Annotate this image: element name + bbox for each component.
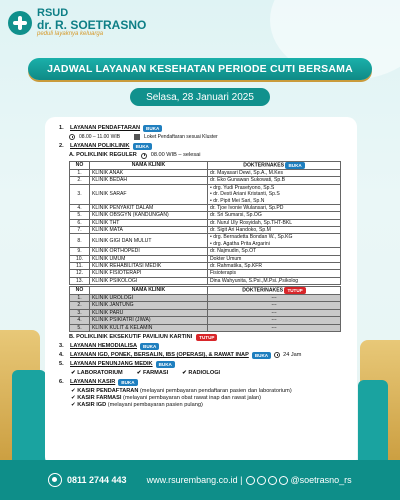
clinic-number: 1. bbox=[70, 295, 90, 302]
clinic-number: 11. bbox=[70, 262, 90, 269]
building-icon bbox=[134, 134, 140, 140]
clinic-doctor: Dokter Umum bbox=[208, 255, 341, 262]
doctor-header-label: DOKTER/NAKES bbox=[243, 162, 285, 169]
clinic-number: 9. bbox=[70, 248, 90, 255]
status-badge: BUKA bbox=[143, 125, 162, 132]
section-medical-support bbox=[59, 361, 347, 368]
registration-details bbox=[59, 134, 347, 140]
table-row bbox=[70, 295, 341, 302]
clinic-doctor: dr. Tjoe Ivonie Wulansari, Sp.PD bbox=[208, 204, 341, 211]
status-badge: TUTUP bbox=[284, 287, 305, 294]
column-header-name: NAMA KLINIK bbox=[90, 162, 208, 170]
clinic-doctor: dr. Sigit Ari Handoko, Sp.M bbox=[208, 227, 341, 234]
clinic-doctor: Fisioterapis bbox=[208, 270, 341, 277]
clinic-number: 3. bbox=[70, 184, 90, 204]
clinic-name: KLINIK GIGI DAN MULUT bbox=[90, 234, 208, 248]
section-title: LAYANAN PENUNJANG MEDIK bbox=[70, 360, 153, 367]
facebook-icon[interactable] bbox=[246, 476, 255, 485]
clinic-doctor: dr. Rahmatika, Sp.KFR bbox=[208, 262, 341, 269]
subsection-label: A. POLIKLINIK REGULER bbox=[69, 152, 137, 159]
clinic-doctor: --- bbox=[208, 295, 341, 302]
doctor-name: • drg. Yudi Prasetyono, Sp.S bbox=[210, 185, 338, 191]
section-polyclinic bbox=[59, 143, 347, 150]
clinic-number: 8. bbox=[70, 234, 90, 248]
clinic-name: KLINIK JANTUNG bbox=[90, 302, 208, 309]
logo-cross-icon bbox=[8, 11, 32, 35]
clinic-number: 2. bbox=[70, 177, 90, 184]
clinic-doctor: dr. Eko Gunawan Sukowati, Sp.B bbox=[208, 177, 341, 184]
website-link[interactable]: www.rsurembang.co.id | bbox=[146, 475, 243, 485]
table-header-row bbox=[70, 162, 341, 170]
clinic-name: KLINIK MATA bbox=[90, 227, 208, 234]
table-row bbox=[70, 204, 341, 211]
whatsapp-icon[interactable] bbox=[48, 473, 62, 487]
open-clinics-table bbox=[69, 161, 341, 285]
clinic-name: KLINIK PENYAKIT DALAM bbox=[90, 204, 208, 211]
section-number: 3. bbox=[59, 342, 64, 349]
executive-polyclinic-heading bbox=[59, 334, 347, 341]
clinic-number: 4. bbox=[70, 317, 90, 324]
cashier-title: KASIR FARMASI bbox=[77, 394, 122, 401]
clinic-doctor: --- bbox=[208, 317, 341, 324]
clock-icon bbox=[274, 352, 280, 358]
doctor-name: • dr. Desti Ariani Kristanti, Sp.S bbox=[210, 191, 338, 197]
clinic-name: KLINIK PSIKOLOGI bbox=[90, 277, 208, 284]
cashier-title: KASIR PENDAFTARAN bbox=[77, 387, 139, 394]
clinic-number: 2. bbox=[70, 302, 90, 309]
section-hemodialysis bbox=[59, 343, 347, 350]
table-row bbox=[70, 177, 341, 184]
status-badge: BUKA bbox=[156, 361, 175, 368]
clinic-doctor: dr. Nurul Uly Rosyidah, Sp.THT-BKL bbox=[208, 219, 341, 226]
clinic-name: KLINIK PARU bbox=[90, 309, 208, 316]
doctor-list bbox=[210, 185, 338, 204]
logo-tagline: peduli layaknya keluarga bbox=[37, 31, 104, 37]
section-number: 5. bbox=[59, 360, 64, 367]
clinic-doctor: --- bbox=[208, 324, 341, 331]
hours-note: 24 Jam bbox=[283, 351, 302, 358]
contact-footer bbox=[0, 460, 400, 500]
list-item: ✔ LABORATORIUM bbox=[71, 370, 123, 377]
clinic-doctor bbox=[208, 234, 341, 248]
section-title: LAYANAN KASIR bbox=[70, 378, 116, 385]
table-row bbox=[70, 255, 341, 262]
clinic-name: KLINIK UROLOGI bbox=[90, 295, 208, 302]
clinic-name: KLINIK BEDAH bbox=[90, 177, 208, 184]
column-header-doctor bbox=[208, 287, 341, 295]
clinic-doctor: Dina Wahyunita, S.Psi.,M.Psi.,Psikolog bbox=[208, 277, 341, 284]
clinic-number: 5. bbox=[70, 212, 90, 219]
table-row bbox=[70, 219, 341, 226]
section-registration bbox=[59, 125, 347, 132]
phone-number[interactable]: 0811 2744 443 bbox=[67, 475, 127, 485]
table-row bbox=[70, 227, 341, 234]
closed-clinics-body bbox=[70, 295, 341, 332]
clinic-doctor: --- bbox=[208, 309, 341, 316]
doctor-header-label: DOKTER/NAKES bbox=[242, 287, 284, 294]
clinic-doctor: --- bbox=[208, 302, 341, 309]
cashier-desc: (melayani pembayaran obat rawat inap dan rawat jalan) bbox=[122, 394, 262, 401]
column-header-no: NO bbox=[70, 162, 90, 170]
clinic-number: 12. bbox=[70, 270, 90, 277]
doctor-name: • drg. Agatha Prita Argarini bbox=[210, 241, 338, 247]
clock-icon bbox=[69, 134, 75, 140]
list-item bbox=[59, 388, 347, 395]
subsection-label: B. POLIKLINIK EKSEKUTIF PAVILIUN KARTINI bbox=[69, 333, 193, 340]
doctor-name: • drg. Bernadetta Bondan W., Sp.KG bbox=[210, 234, 338, 240]
clinic-name: KLINIK REHABILITASI MEDIK bbox=[90, 262, 208, 269]
table-row bbox=[70, 262, 341, 269]
regular-polyclinic-heading bbox=[59, 152, 347, 159]
section-title: LAYANAN POLIKLINIK bbox=[70, 143, 130, 150]
clock-icon bbox=[141, 153, 147, 159]
cashier-desc: (melayani pembayaran pasien pulang) bbox=[107, 401, 203, 408]
logo-line-1: RSUD bbox=[37, 7, 69, 19]
clinic-doctor: dr. Najmudin, Sp.OT bbox=[208, 248, 341, 255]
clinic-name: KLINIK UMUM bbox=[90, 255, 208, 262]
section-title: LAYANAN IGD, PONEK, BERSALIN, IBS (OPERASI), & RAWAT INAP bbox=[70, 351, 249, 358]
youtube-icon[interactable] bbox=[268, 476, 277, 485]
clinic-number: 13. bbox=[70, 277, 90, 284]
instagram-icon[interactable] bbox=[279, 476, 288, 485]
logo-line-2: dr. R. SOETRASNO bbox=[37, 18, 147, 32]
status-badge: BUKA bbox=[285, 162, 304, 169]
clinic-name: KLINIK ANAK bbox=[90, 170, 208, 177]
clinic-name: KLINIK KULIT & KELAMIN bbox=[90, 324, 208, 331]
status-badge: BUKA bbox=[140, 343, 159, 350]
clinic-name: KLINIK OBSGYN (KANDUNGAN) bbox=[90, 212, 208, 219]
section-title: LAYANAN HEMODIALISA bbox=[70, 342, 138, 349]
table-row bbox=[70, 277, 341, 284]
open-clinics-body bbox=[70, 170, 341, 285]
table-row bbox=[70, 248, 341, 255]
section-number: 2. bbox=[59, 143, 64, 150]
table-row bbox=[70, 270, 341, 277]
status-badge: BUKA bbox=[118, 379, 137, 386]
status-badge: BUKA bbox=[133, 143, 152, 150]
registration-note: Loket Pendaftaran sesuai Kluster bbox=[144, 133, 218, 140]
table-row bbox=[70, 184, 341, 204]
table-row bbox=[70, 170, 341, 177]
registration-time: 08.00 – 11.00 WIB bbox=[79, 133, 121, 140]
clinic-number: 6. bbox=[70, 219, 90, 226]
schedule-card bbox=[45, 117, 357, 467]
table-row bbox=[70, 212, 341, 219]
clinic-number: 7. bbox=[70, 227, 90, 234]
table-row bbox=[70, 302, 341, 309]
section-cashier bbox=[59, 379, 347, 386]
column-header-name: NAMA KLINIK bbox=[90, 287, 208, 295]
table-row bbox=[70, 309, 341, 316]
closed-clinics-table bbox=[69, 286, 341, 332]
column-header-no: NO bbox=[70, 287, 90, 295]
hospital-logo bbox=[8, 8, 146, 37]
building-decoration-left-2 bbox=[12, 370, 46, 460]
twitter-icon[interactable] bbox=[257, 476, 266, 485]
table-row bbox=[70, 317, 341, 324]
table-row bbox=[70, 234, 341, 248]
doctor-name: • dr. Pipit Mei Sari, Sp.N bbox=[210, 198, 338, 204]
cashier-title: KASIR IGD bbox=[77, 401, 107, 408]
table-row bbox=[70, 324, 341, 331]
status-badge: TUTUP bbox=[196, 334, 217, 341]
clinic-number: 5. bbox=[70, 324, 90, 331]
clinic-name: KLINIK FISIOTERAPI bbox=[90, 270, 208, 277]
section-number: 6. bbox=[59, 378, 64, 385]
list-item bbox=[59, 402, 347, 409]
subsection-time: 08.00 WIB – selesai bbox=[150, 152, 201, 159]
date-banner: Selasa, 28 Januari 2025 bbox=[130, 88, 270, 106]
section-emergency bbox=[59, 352, 347, 359]
clinic-number: 3. bbox=[70, 309, 90, 316]
clinic-number: 4. bbox=[70, 204, 90, 211]
section-title: LAYANAN PENDAFTARAN bbox=[70, 125, 141, 131]
clinic-name: KLINIK THT bbox=[90, 219, 208, 226]
clinic-doctor bbox=[208, 184, 341, 204]
list-item: ✔ RADIOLOGI bbox=[182, 370, 220, 377]
column-header-doctor bbox=[208, 162, 341, 170]
clinic-number: 1. bbox=[70, 170, 90, 177]
building-decoration-right-2 bbox=[358, 380, 388, 460]
list-item bbox=[59, 395, 347, 402]
clinic-number: 10. bbox=[70, 255, 90, 262]
section-number: 1. bbox=[59, 125, 64, 131]
medical-support-list bbox=[59, 370, 347, 377]
social-handle[interactable]: @soetrasno_rs bbox=[290, 475, 352, 485]
list-item: ✔ FARMASI bbox=[137, 370, 168, 377]
table-header-row bbox=[70, 287, 341, 295]
clinic-doctor: dr. Mayasari Dewi, Sp.A., M.Kes bbox=[208, 170, 341, 177]
status-badge: BUKA bbox=[252, 352, 271, 359]
clinic-name: KLINIK PSIKIATRI (JIWA) bbox=[90, 317, 208, 324]
page-title: JADWAL LAYANAN KESEHATAN PERIODE CUTI BERSAMA bbox=[28, 58, 372, 80]
clinic-doctor: dr. Sri Sumarsi, Sp.OG bbox=[208, 212, 341, 219]
doctor-list bbox=[210, 234, 338, 247]
section-number: 4. bbox=[59, 351, 64, 358]
clinic-name: KLINIK SARAF bbox=[90, 184, 208, 204]
cashier-desc: (melayani pembayaran pendaftaran pasien dan laboratorium) bbox=[139, 387, 292, 394]
clinic-name: KLINIK ORTHOPEDI bbox=[90, 248, 208, 255]
